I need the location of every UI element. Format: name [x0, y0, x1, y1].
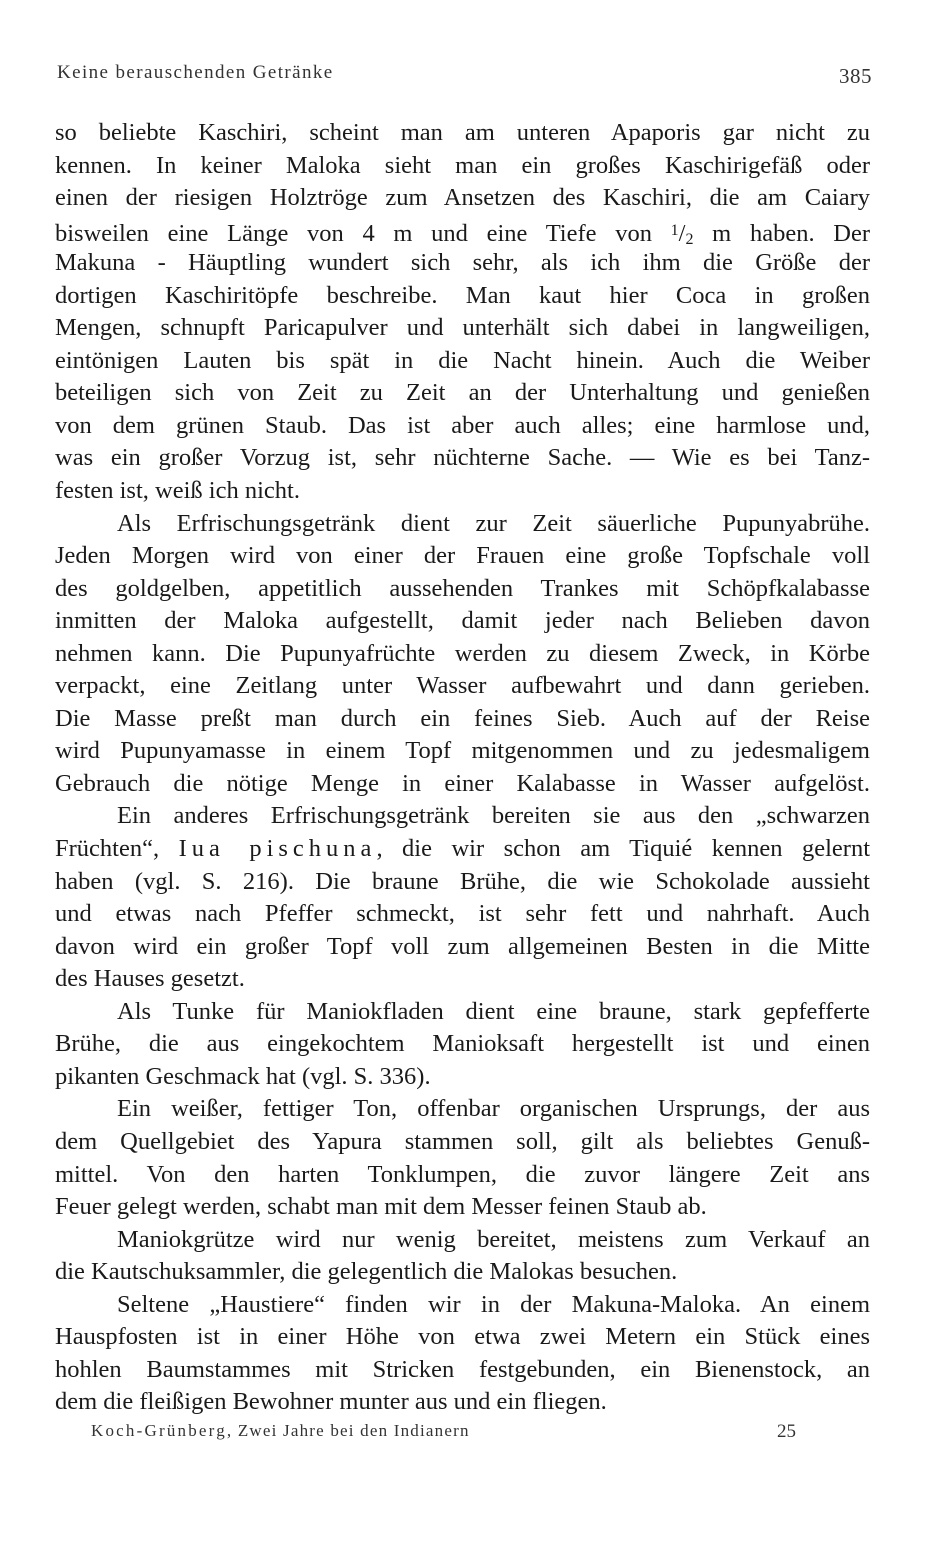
text-line: Als Erfrischungsgetränk dient zur Zeit säuerliche Pupunyabrühe. [117, 509, 870, 537]
running-head [57, 62, 872, 90]
text-line: haben (vgl. S. 216). Die braune Brühe, die wie Schokolade aussieht [55, 867, 870, 895]
text-line: so beliebte Kaschiri, scheint man am unteren Apaporis gar nicht zu [55, 119, 870, 146]
fraction-denominator: 2 [685, 230, 694, 248]
fraction-numerator: 1 [670, 221, 679, 239]
text-line: bisweilen eine Länge von 4 m und eine Tiefe von $^1$/2 m haben. Der [55, 219, 870, 248]
text-fragment: , die wir schon am Tiquié kennen gelernt [376, 835, 870, 863]
footer-signature-line [91, 1421, 796, 1447]
text-fragment: Früchten“, [55, 835, 179, 863]
text-line: Ein anderes Erfrischungsgetränk bereiten sie aus den „schwarzen [117, 802, 870, 830]
text-line: wird Pupunyamasse in einem Topf mitgenommen und zu jedesmaligem [55, 737, 870, 765]
footer-author: Koch-Grünberg [91, 1421, 227, 1440]
text-line: die Kautschuksammler, die gelegentlich die Malokas besuchen. [55, 1258, 678, 1286]
text-line: des Hauses gesetzt. [55, 965, 245, 993]
spaced-term: Iua pischuna [178, 835, 377, 863]
text-line: beteiligen sich von Zeit zu Zeit an der Unterhaltung und genießen [55, 379, 870, 407]
text-line: Als Tunke für Maniokfladen dient eine braune, stark gepfefferte [117, 997, 870, 1025]
text-line: Brühe, die aus eingekochtem Manioksaft hergestellt ist und einen [55, 1030, 870, 1058]
text-line: des goldgelben, appetitlich aussehenden Trankes mit Schöpfkalabasse [55, 574, 870, 602]
text-line: festen ist, weiß ich nicht. [55, 477, 300, 505]
text-line: mittel. Von den harten Tonklumpen, die zuvor längere Zeit ans [55, 1160, 870, 1188]
text-line: von dem grünen Staub. Das ist aber auch alles; eine harmlose und, [55, 411, 870, 439]
sheet-number: 25 [777, 1421, 796, 1442]
text-line: davon wird ein großer Topf voll zum allgemeinen Besten in die Mitte [55, 932, 870, 960]
text-line: kennen. In keiner Maloka sieht man ein großes Kaschirigefäß oder [55, 151, 870, 179]
text-line: pikanten Geschmack hat (vgl. S. 336). [55, 1062, 431, 1090]
text-line: inmitten der Maloka aufgestellt, damit jeder nach Belieben davon [55, 607, 870, 635]
text-line: Die Masse preßt man durch ein feines Sieb. Auch auf der Reise [55, 704, 870, 732]
body-text [55, 117, 870, 1419]
text-line: Feuer gelegt werden, schabt man mit dem Messer feinen Staub ab. [55, 1193, 707, 1221]
text-fragment: m haben. Der [693, 219, 870, 247]
text-line: Hauspfosten ist in einer Höhe von etwa zwei Metern ein Stück eines [55, 1323, 870, 1351]
text-line: dem die fleißigen Bewohner munter aus und ein fliegen. [55, 1388, 607, 1416]
page-number: 385 [839, 64, 872, 88]
text-line: Mengen, schnupft Paricapulver und unterhält sich dabei in langweiligen, [55, 314, 870, 342]
text-line: Jeden Morgen wird von einer der Frauen eine große Topfschale voll [55, 542, 870, 570]
text-line: nehmen kann. Die Pupunyafrüchte werden zu diesem Zweck, in Körbe [55, 639, 870, 667]
running-title: Keine berauschenden Getränke [57, 62, 334, 83]
text-line: einen der riesigen Holztröge zum Ansetzen des Kaschiri, die am Caiary [55, 184, 870, 212]
text-line: verpackt, eine Zeitlang unter Wasser aufbewahrt und dann gerieben. [55, 672, 870, 700]
footer-book-reference [91, 1421, 470, 1441]
text-line: Makuna - Häuptling wundert sich sehr, als ich ihm die Größe der [55, 249, 870, 277]
text-line: Ein weißer, fettiger Ton, offenbar organischen Ursprungs, der aus [117, 1095, 870, 1123]
text-line: Gebrauch die nötige Menge in einer Kalabasse in Wasser aufgelöst. [55, 769, 870, 797]
text-line: was ein großer Vorzug ist, sehr nüchterne Sache. — Wie es bei Tanz- [55, 444, 870, 472]
text-line [55, 833, 870, 866]
text-line: dem Quellgebiet des Yapura stammen soll, gilt als beliebtes Genuß- [55, 1127, 870, 1155]
text-line: und etwas nach Pfeffer schmeckt, ist sehr fett und nahrhaft. Auch [55, 900, 870, 928]
text-fragment: bisweilen eine Länge von 4 m und eine Tiefe von [55, 219, 671, 247]
text-line: eintönigen Lauten bis spät in die Nacht hinein. Auch die Weiber [55, 346, 870, 374]
text-line: dortigen Kaschiritöpfe beschreibe. Man kaut hier Coca in großen [55, 281, 870, 309]
text-line: Seltene „Haustiere“ finden wir in der Makuna-Maloka. An einem [117, 1290, 870, 1318]
footer-title: , Zwei Jahre bei den Indianern [226, 1421, 470, 1440]
text-line: hohlen Baumstammes mit Stricken festgebunden, ein Bienenstock, an [55, 1355, 870, 1383]
text-line: Maniokgrütze wird nur wenig bereitet, meistens zum Verkauf an [117, 1225, 870, 1253]
